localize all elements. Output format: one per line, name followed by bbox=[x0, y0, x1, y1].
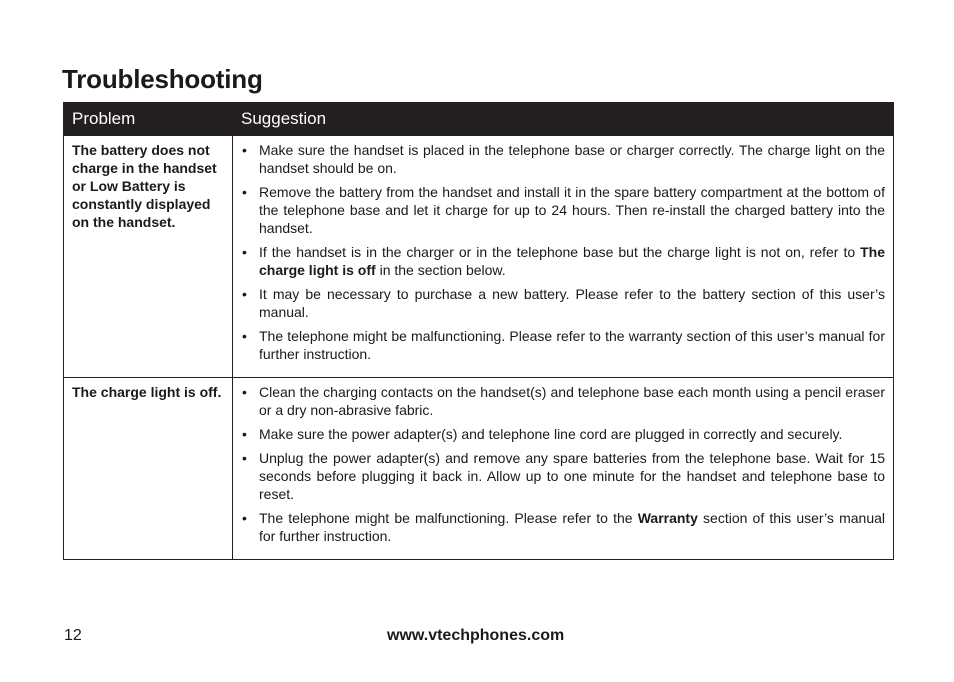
page-title: Troubleshooting bbox=[62, 64, 263, 94]
bullet-icon: • bbox=[242, 426, 247, 442]
suggestion-list bbox=[241, 141, 885, 363]
suggestion-item: • If the handset is in the charger or in the telephone base but the charge light is not on, refer to The charge light is off in the section below. bbox=[242, 244, 885, 278]
table-header-row bbox=[64, 103, 894, 136]
bullet-icon: • bbox=[242, 450, 247, 466]
suggestion-item: • Remove the battery from the handset and install it in the spare battery compartment at the bottom of the telephone base and let it charge for up to 24 hours. Then re-install the charged battery into the handset. bbox=[242, 184, 885, 236]
troubleshooting-table bbox=[63, 102, 894, 560]
suggestion-item: • It may be necessary to purchase a new battery. Please refer to the battery section of this user’s manual. bbox=[242, 286, 885, 320]
suggestion-item: • Make sure the power adapter(s) and telephone line cord are plugged in correctly and securely. bbox=[242, 426, 843, 442]
suggestion-item: • Clean the charging contacts on the handset(s) and telephone base each month using a pencil eraser or a dry non-abrasive fabric. bbox=[242, 384, 885, 418]
suggestion-cell bbox=[233, 378, 894, 560]
table-row bbox=[64, 378, 894, 560]
suggestion-item: • The telephone might be malfunctioning. Please refer to the warranty section of this user’s manual for further instruction. bbox=[242, 328, 885, 362]
suggestion-list bbox=[241, 383, 885, 545]
suggestion-column-header: Suggestion bbox=[233, 103, 894, 136]
bullet-icon: • bbox=[242, 510, 247, 526]
suggestion-item: • Unplug the power adapter(s) and remove any spare batteries from the telephone base. Wait for 15 seconds before plugging it back in. Allow up to one minute for the handset and telephone base to reset. bbox=[242, 450, 885, 502]
bullet-icon: • bbox=[242, 142, 247, 158]
table-row bbox=[64, 136, 894, 378]
bullet-icon: • bbox=[242, 244, 247, 260]
suggestion-cell bbox=[233, 136, 894, 378]
problem-cell: The battery does not charge in the handset or Low Battery is constantly displayed on the handset. bbox=[64, 136, 233, 378]
bullet-icon: • bbox=[242, 328, 247, 344]
page-number: 12 bbox=[64, 627, 82, 644]
bullet-icon: • bbox=[242, 286, 247, 302]
suggestion-item: • Make sure the handset is placed in the telephone base or charger correctly. The charge light on the handset should be on. bbox=[242, 142, 885, 176]
problem-column-header: Problem bbox=[64, 103, 233, 136]
website-url: www.vtechphones.com bbox=[387, 627, 565, 644]
bullet-icon: • bbox=[242, 384, 247, 400]
problem-cell: The charge light is off. bbox=[64, 378, 233, 560]
bullet-icon: • bbox=[242, 184, 247, 200]
suggestion-item: • The telephone might be malfunctioning. Please refer to the Warranty section of this user’s manual for further instruction. bbox=[242, 510, 886, 544]
